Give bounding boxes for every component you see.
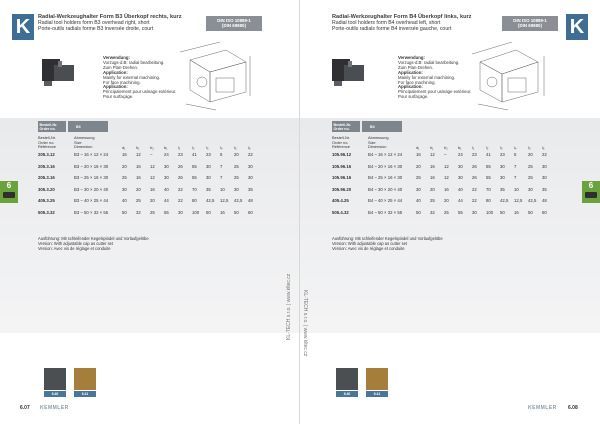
dimension-cell: 26 (178, 163, 183, 169)
company-vertical: KL-TECH s.r.o. | www.kltec.cz (302, 290, 308, 357)
dimension-cell: 30 (542, 175, 547, 180)
info-line: Zum Plan-Drehen. (103, 64, 139, 70)
dimension-cell: 35 (500, 186, 505, 192)
dimension-cell: 70 (486, 186, 491, 192)
dimension-cell: 40 (416, 198, 421, 203)
col-l3: l₃ (206, 145, 209, 150)
insert-ref-1[interactable]: 6.40 (44, 391, 66, 397)
din-line2: (DIN 69880) (222, 23, 246, 29)
dimension-cell: 25 (528, 175, 533, 180)
dimension-cell: 55 (458, 209, 463, 215)
info-line: Application: (103, 69, 128, 75)
dimension-cell: 22 (542, 152, 547, 157)
version-line: Version: With adjustable cap as cutter set (38, 240, 114, 246)
technical-drawing (470, 42, 550, 112)
din-badge (206, 16, 262, 31)
dimension-cell: 16 (430, 175, 435, 180)
version-line: Version: With adjustable cap as cutter set (332, 240, 408, 246)
dimension-cell: 30 (458, 163, 463, 169)
size-cell: B4 – 50 × 32 × 55 (368, 209, 403, 215)
dimension-cell: 42,5 (206, 198, 215, 203)
dimension-cell: 5 (220, 152, 223, 157)
order-number-cell[interactable]: 105.96.12 (332, 152, 352, 157)
dimension-cell: 23 (178, 152, 183, 157)
title-en: Radial tool holders form B4 overhead left, short (332, 20, 441, 27)
col-size: Abmessung Size Dimension (74, 135, 95, 150)
dimension-cell: 42,5 (528, 198, 537, 203)
dimension-cell: 44 (164, 198, 169, 203)
col-b1: b₁ (164, 145, 168, 150)
col-size: Abmessung Size Dimension (368, 135, 389, 150)
size-cell: B4 – 16 × 12 × 24 (368, 152, 403, 157)
tool-holder-photo (40, 55, 76, 87)
order-number-cell[interactable]: 105.96.16 (332, 175, 352, 180)
insert-photo-2 (74, 368, 96, 390)
dimension-cell: 20 (430, 186, 435, 192)
din-line1: DIN ISO 10889-1 (217, 17, 251, 23)
version-notes (38, 237, 149, 251)
info-line: Mainly for external machining. (398, 74, 456, 80)
col-h1: h₁ (136, 145, 140, 150)
dimension-cell: 25 (430, 198, 435, 203)
col-l2: l₂ (486, 145, 489, 150)
insert-ref-1[interactable]: 6.40 (336, 391, 358, 397)
dimension-cell: 25 (136, 198, 141, 203)
dimension-cell: 23 (206, 152, 211, 157)
info-line: Application: (103, 84, 128, 90)
company-vertical: KL-TECH s.r.o. | www.kltec.cz (286, 273, 292, 340)
order-number-cell[interactable]: 305.3.20 (38, 186, 55, 192)
product-title (38, 14, 198, 33)
dimension-cell: 50 (528, 209, 533, 215)
dimension-cell: 12,5 (220, 198, 229, 203)
dimension-cell: 25 (444, 209, 449, 215)
table-row (332, 210, 562, 222)
col-l1: l₁ (472, 145, 475, 150)
section-tab-left[interactable] (0, 181, 18, 203)
dimension-cell: 50 (122, 209, 127, 215)
version-line: Ausführung: Mit schleifender Kegelspindel und Vorlaufgelöbe (332, 236, 443, 241)
table-body (38, 152, 268, 221)
dimension-cell: 16 (136, 163, 141, 169)
col-l5: l₅ (234, 145, 237, 150)
dimension-cell: 12 (150, 175, 155, 180)
order-number-cell[interactable]: 305.96.20 (332, 186, 352, 192)
dimension-cell: 30 (500, 163, 505, 169)
dimension-cell: 22 (248, 152, 253, 157)
table-row (38, 152, 268, 164)
order-number-cell[interactable]: 405.3.25 (38, 198, 55, 203)
dimension-cell: 30 (542, 163, 547, 169)
tool-holder-photo (330, 55, 366, 87)
dimension-cell: 7 (514, 163, 517, 169)
table-row (332, 187, 562, 199)
dimension-cell: 26 (472, 175, 477, 180)
dimension-cell: 25 (122, 175, 127, 180)
dimension-cell: 7 (220, 163, 223, 169)
product-title (332, 14, 492, 33)
table-row (332, 175, 562, 187)
col-l4: l₄ (220, 145, 223, 150)
size-cell: B4 – 25 × 16 × 30 (368, 175, 403, 180)
insert-photo-2 (366, 368, 388, 390)
dimension-cell: 12 (430, 152, 435, 157)
title-de: Radial-Werkzeughalter Form B3 Überkopf rechts, kurz (38, 14, 182, 20)
dimension-cell: 25 (234, 175, 239, 180)
dimension-cell: 42,5 (500, 198, 509, 203)
dimension-cell: 30 (164, 175, 169, 180)
table-row (38, 198, 268, 210)
dimension-cell: 16 (416, 152, 421, 157)
title-de: Radial-Werkzeughalter Form B4 Überkopf links, kurz (332, 14, 472, 20)
dimension-cell: 22 (178, 198, 183, 203)
dimension-cell: 70 (192, 186, 197, 192)
dimension-cell: 10 (220, 186, 225, 192)
dimension-cell: 100 (192, 209, 200, 215)
col-h2: h₂ (150, 145, 154, 150)
size-cell: B3 – 25 × 16 × 30 (74, 175, 109, 180)
dimension-cell: 32 (430, 209, 435, 215)
application-info (398, 56, 471, 100)
info-line: Pour surfaçage. (103, 94, 134, 100)
dimension-cell: 30 (164, 163, 169, 169)
size-cell: B4 – 30 × 20 × 40 (368, 186, 403, 192)
dimension-cell: 30 (248, 175, 253, 180)
application-info (103, 56, 176, 100)
table-header-order: Bestell-Nr. Order no. (332, 121, 360, 132)
info-line: Vorzugs-d.B: radial bearbeitung. (103, 59, 165, 65)
dimension-cell: 16 (514, 209, 519, 215)
dimension-cell: 30 (122, 186, 127, 192)
dimension-cell: 24 (164, 152, 169, 157)
dimension-cell: 16 (220, 209, 225, 215)
dimension-cell: 24 (458, 152, 463, 157)
table-row (332, 152, 562, 164)
dimension-cell: 12,5 (514, 198, 523, 203)
order-number-cell[interactable]: 105.96.16 (332, 163, 352, 169)
dimension-cell: 16 (430, 163, 435, 169)
dimension-cell: 80 (486, 198, 491, 203)
info-line: Pour surfaçage. (398, 94, 429, 100)
dimension-cell: 55 (164, 209, 169, 215)
dimension-cell: 7 (514, 175, 517, 180)
dimension-cell: 55 (192, 175, 197, 180)
dimension-cell: – (150, 152, 153, 157)
dimensions-table (332, 136, 562, 221)
version-line: Version: Avec vis de réglage et conduite (38, 245, 111, 251)
dimension-cell: 50 (500, 209, 505, 215)
col-order: Bestell-Nr. Order no. Référence (38, 135, 56, 150)
dimension-cell: 48 (248, 198, 253, 203)
table-row (332, 164, 562, 176)
dimension-cell: 42,5 (234, 198, 243, 203)
section-k-marker: K (566, 14, 588, 40)
col-l2: l₂ (192, 145, 195, 150)
table-header-form: B3 (68, 121, 108, 132)
title-fr: Porte-outils radials forme B3 inversée droite, court (38, 26, 154, 33)
info-line: Verwendung: (398, 55, 425, 60)
dimension-cell: 35 (248, 186, 253, 192)
dimension-cell: 44 (458, 198, 463, 203)
dimension-cell: 22 (472, 186, 477, 192)
size-cell: B3 – 40 × 25 × 44 (74, 198, 109, 203)
dimension-cell: 30 (206, 163, 211, 169)
info-line: Verwendung: (103, 55, 130, 60)
size-cell: B3 – 50 × 32 × 55 (74, 209, 109, 215)
din-line2: (DIN 69880) (518, 23, 542, 29)
insert-photo-1 (44, 368, 66, 390)
col-h1: h₁ (430, 145, 434, 150)
dimension-cell: 26 (472, 163, 477, 169)
dimension-cell: 7 (220, 175, 223, 180)
right-page (300, 0, 600, 424)
dimension-cell: 30 (500, 175, 505, 180)
dimension-cell: 30 (416, 186, 421, 192)
order-number-cell[interactable]: 205.3.16 (38, 175, 55, 180)
info-line: Application: (398, 84, 423, 90)
dimension-cell: 40 (164, 186, 169, 192)
dimension-cell: 12 (150, 163, 155, 169)
dimension-cell: 25 (416, 175, 421, 180)
insert-ref-2[interactable]: 6.41 (366, 391, 388, 397)
dimension-cell: 23 (500, 152, 505, 157)
info-line: Principalement pour usinage extérieur. (103, 89, 177, 95)
info-line: Principalement pour usinage extérieur. (398, 89, 472, 95)
info-line: Vorzugs-d.B: radial bearbeitung. (398, 59, 460, 65)
col-l1: l₁ (178, 145, 181, 150)
dimension-cell: 30 (178, 209, 183, 215)
dimension-cell: 60 (248, 209, 253, 215)
dimension-cell: 32 (136, 209, 141, 215)
dimension-cell: 35 (206, 186, 211, 192)
table-header-form: B4 (362, 121, 402, 132)
dimension-cell: 30 (528, 186, 533, 192)
dimension-cell: – (444, 152, 447, 157)
dimension-cell: 20 (528, 152, 533, 157)
insert-ref-2[interactable]: 6.41 (74, 391, 96, 397)
table-col-header (332, 136, 562, 152)
table-col-header (38, 136, 268, 152)
dimension-cell: 35 (542, 186, 547, 192)
info-line: Mainly for external machining. (103, 74, 161, 80)
dimension-cell: 16 (150, 186, 155, 192)
version-line: Ausführung: Mit schleifender Kegelspindel und Vorlaufgelöbe (38, 236, 149, 241)
dimension-cell: 100 (486, 209, 494, 215)
dimension-cell: 40 (458, 186, 463, 192)
dimensions-table (38, 136, 268, 221)
version-notes (332, 237, 443, 251)
col-l6: l₆ (248, 145, 251, 150)
dimension-cell: 16 (136, 175, 141, 180)
order-number-cell[interactable]: 205.3.12 (38, 152, 55, 157)
dimension-cell: 30 (472, 209, 477, 215)
col-h2: h₂ (444, 145, 448, 150)
dimension-cell: 55 (486, 175, 491, 180)
col-b1: b₁ (458, 145, 462, 150)
title-en: Radial tool holders form B3 overhead right, short (38, 20, 150, 27)
section-number: 6 (588, 181, 594, 190)
col-d1: d₁ (416, 145, 420, 150)
info-line: Zum Plan-Drehen. (398, 64, 434, 70)
dimension-cell: 12 (136, 152, 141, 157)
order-number-cell[interactable]: 405.4.25 (332, 198, 349, 203)
dimension-cell: 5 (514, 152, 517, 157)
dimension-cell: 26 (178, 175, 183, 180)
table-row (38, 164, 268, 176)
page-number: 6.08 (568, 405, 578, 411)
table-row (38, 175, 268, 187)
brand-logo: KEMMLER (528, 405, 557, 411)
size-cell: B4 – 20 × 16 × 30 (368, 163, 403, 169)
dimension-cell: 20 (444, 198, 449, 203)
dimension-cell: 22 (472, 198, 477, 203)
dimension-cell: 20 (150, 198, 155, 203)
dimension-cell: 25 (234, 163, 239, 169)
size-cell: B3 – 30 × 20 × 40 (74, 186, 109, 192)
info-line: For face machining. (103, 79, 141, 85)
dimension-cell: 80 (192, 198, 197, 203)
tool-mini-icon (3, 192, 15, 198)
order-number-cell[interactable]: 205.3.16 (38, 163, 55, 169)
dimension-cell: 20 (416, 163, 421, 169)
col-d1: d₁ (122, 145, 126, 150)
dimension-cell: 30 (248, 163, 253, 169)
col-l4: l₄ (514, 145, 517, 150)
insert-photo-1 (336, 368, 358, 390)
info-line: Application: (398, 69, 423, 75)
dimension-cell: 48 (542, 198, 547, 203)
dimension-cell: 10 (514, 186, 519, 192)
table-row (38, 210, 268, 222)
dimension-cell: 41 (192, 152, 197, 157)
dimension-cell: 16 (122, 152, 127, 157)
page-number: 6.07 (20, 405, 30, 411)
dimension-cell: 12 (444, 163, 449, 169)
dimension-cell: 25 (150, 209, 155, 215)
dimension-cell: 20 (136, 186, 141, 192)
info-line: For face machining. (398, 79, 436, 85)
din-badge (502, 16, 558, 31)
dimension-cell: 20 (234, 152, 239, 157)
table-header-order: Bestell-Nr. Order no. (38, 121, 66, 132)
title-fr: Porte-outils radials forme B4 inversée gauche, court (332, 26, 452, 33)
dimension-cell: 55 (192, 163, 197, 169)
dimension-cell: 40 (122, 198, 127, 203)
tool-mini-icon (585, 192, 597, 198)
section-k-marker: K (12, 14, 34, 40)
table-row (38, 187, 268, 199)
dimension-cell: 30 (206, 175, 211, 180)
table-row (332, 198, 562, 210)
col-l6: l₆ (542, 145, 545, 150)
size-cell: B3 – 20 × 16 × 30 (74, 163, 109, 169)
version-line: Version: Avec vis de réglage et conduite (332, 245, 405, 251)
dimension-cell: 25 (528, 163, 533, 169)
col-l3: l₃ (500, 145, 503, 150)
col-l5: l₅ (528, 145, 531, 150)
table-body (332, 152, 562, 221)
dimension-cell: 12 (444, 175, 449, 180)
brand-logo: KEMMLER (40, 405, 69, 411)
size-cell: B4 – 40 × 25 × 44 (368, 198, 403, 203)
dimension-cell: 41 (486, 152, 491, 157)
dimension-cell: 30 (234, 186, 239, 192)
dimension-cell: 20 (122, 163, 127, 169)
order-number-cell[interactable]: 505.3.32 (38, 209, 55, 215)
dimension-cell: 30 (458, 175, 463, 180)
size-cell: B3 – 16 × 12 × 24 (74, 152, 109, 157)
dimension-cell: 22 (178, 186, 183, 192)
dimension-cell: 60 (542, 209, 547, 215)
dimension-cell: 16 (444, 186, 449, 192)
dimension-cell: 50 (234, 209, 239, 215)
dimension-cell: 23 (472, 152, 477, 157)
dimension-cell: 50 (416, 209, 421, 215)
col-order: Bestell-Nr. Order no. Référence (332, 135, 350, 150)
order-number-cell[interactable]: 505.4.32 (332, 209, 349, 215)
dimension-cell: 50 (206, 209, 211, 215)
technical-drawing (176, 42, 256, 112)
dimension-cell: 55 (486, 163, 491, 169)
section-tab-right[interactable] (582, 181, 600, 203)
section-number: 6 (6, 181, 12, 190)
din-line1: DIN ISO 10889-1 (513, 17, 547, 23)
